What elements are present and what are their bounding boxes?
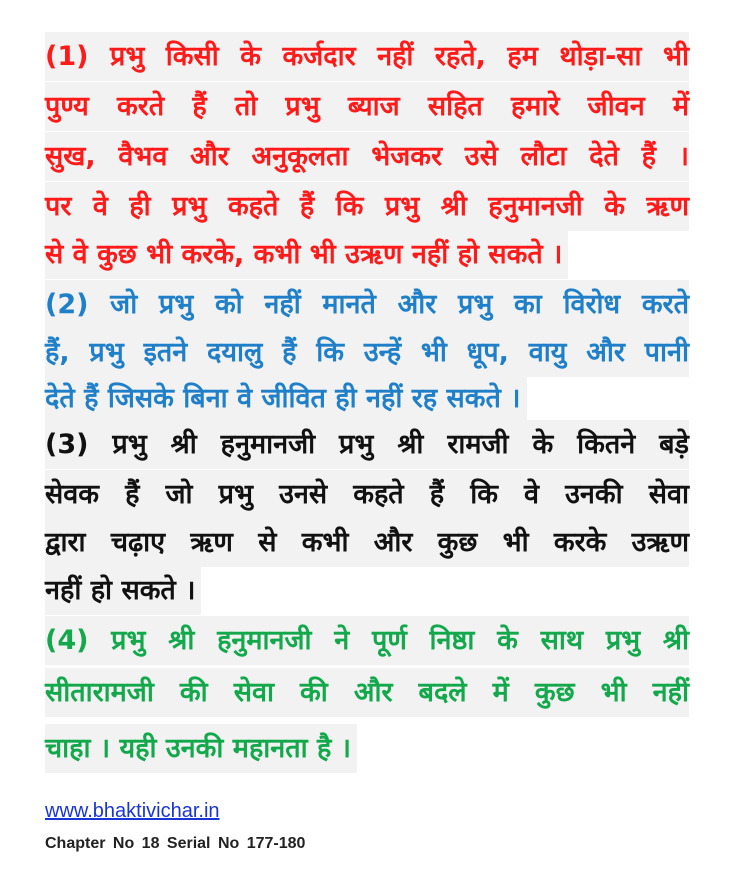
text-line: द्वारा चढ़ाए ऋण से कभी और कुछ भी करके उऋण [45,518,689,567]
text-line: चाहा । यही उनकी महानता है । [45,724,357,773]
text-line: देते हैं जिसके बिना वे जीवित ही नहीं रह सकते । [45,374,527,423]
text-line: (1) प्रभु किसी के कर्जदार नहीं रहते, हम थोड़ा-सा भी [45,32,689,81]
text-line: सेवक हैं जो प्रभु उनसे कहते हैं कि वे उनकी सेवा [45,470,689,519]
text-line: सीतारामजी की सेवा की और बदले में कुछ भी नहीं [45,668,689,717]
chapter-serial-footer: Chapter No 18 Serial No 177-180 [45,835,306,852]
website-link[interactable]: www.bhaktivichar.in [45,800,220,822]
text-line: (3) प्रभु श्री हनुमानजी प्रभु श्री रामजी के कितने बड़े [45,420,689,469]
text-line: नहीं हो सकते । [45,566,201,615]
text-line: (4) प्रभु श्री हनुमानजी ने पूर्ण निष्ठा के साथ प्रभु श्री [45,616,689,665]
text-line: पर वे ही प्रभु कहते हैं कि प्रभु श्री हनुमानजी के ऋण [45,182,689,231]
text-line: सुख, वैभव और अनुकूलता भेजकर उसे लौटा देते हैं । [45,132,689,181]
text-line: (2) जो प्रभु को नहीं मानते और प्रभु का विरोध करते [45,280,689,329]
text-line: से वे कुछ भी करके, कभी भी उऋण नहीं हो सकते । [45,230,568,279]
text-line: हैं, प्रभु इतने दयालु हैं कि उन्हें भी धूप, वायु और पानी [45,328,689,377]
text-line: पुण्य करते हैं तो प्रभु ब्याज सहित हमारे जीवन में [45,82,689,131]
